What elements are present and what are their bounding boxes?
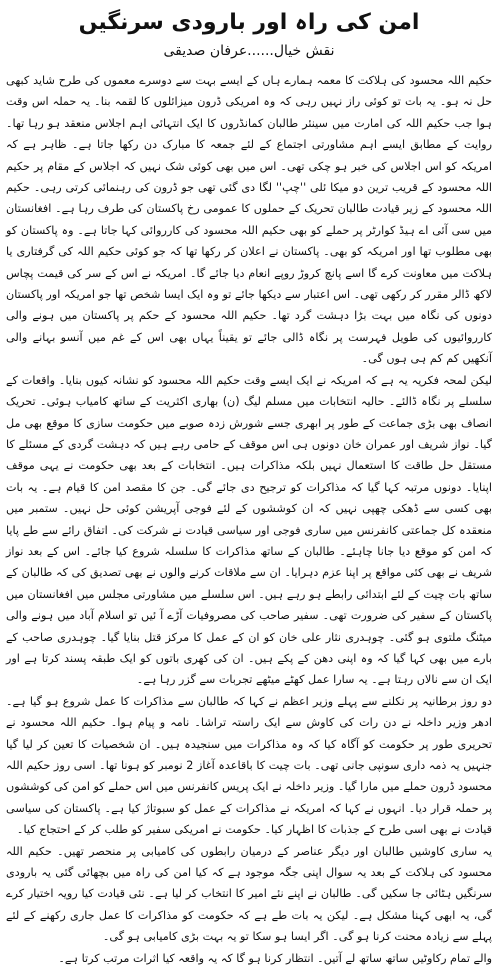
article-byline: نقش خیال......عرفان صدیقی xyxy=(163,43,335,59)
article-paragraph: والے تمام رکاوٹیں ساتھ ساتھ لے آتیں۔ انتظار کرنا ہو گا کہ یہ واقعہ کیا اثرات مرتب کرتا ہے۔ xyxy=(58,951,492,965)
article-paragraph: یہ ساری کاوشیں طالبان اور دیگر عناصر کے درمیان رابطوں کی کامیابی پر منحصر تھیں۔ حکیم اللہ محسود کی ہلاکت کے بعد یہ سوال اپنی جگہ موجود ہے کہ کیا امن کی راہ میں بچھائی گئی یہ بارودی سرنگیں ہٹائی جا سکیں گی۔ طالبان نے اپنے نئے امیر کا انتخاب کر لیا ہے۔ نئی قیادت کیا رویہ اختیار کرے گی، یہ ابھی کہنا مشکل ہے۔ لیکن یہ بات طے ہے کہ حکومت کو مذاکرات کا عمل جاری رکھنے کے لئے پہلے سے زیادہ محنت کرنا ہو گی۔ اگر ایسا ہو سکا تو یہ بہت بڑی کامیابی ہو گی۔ xyxy=(6,844,492,944)
article-headline: امن کی راہ اور بارودی سرنگیں xyxy=(78,10,420,35)
article-paragraph: حکیم اللہ محسود کی ہلاکت کا معمہ ہمارے ہاں کے ایسے بہت سے دوسرے معموں کی طرح شاید کبھی حل نہ ہو۔ یہ بات تو کوئی راز نہیں رہی کہ وہ امریکی ڈرون میزائلوں کا لقمہ بنا۔ یہ حملہ اس وقت ہوا جب حکیم اللہ کی امارت میں سینئر طالبان کمانڈروں کا ایک انتہائی اہم اجلاس منعقد ہو رہا تھا۔ روایت کے مطابق ایسے اہم مشاورتی اجتماع کے لئے جمعہ کا مبارک دن رکھا جاتا ہے۔ ظاہر ہے کہ امریکہ کو اس اجلاس کی خبر ہو چکی تھی۔ اس میں بھی کوئی شک نہیں کہ اجلاس کے مقام پر حکیم اللہ محسود کے قریب ترین دو میکا ئلی ''چپ'' لگا دی گئی تھی جو ڈرون کی رہنمائی کرتی رہی۔ حکیم اللہ محسود کے زیر قیادت طالبان تحریک کے حملوں کا عمومی رخ پاکستان کی طرف رہا ہے۔ افغانستان میں سی آئی اے ہیڈ کوارٹر پر حملے کو بھی حکیم اللہ محسود کی کارروائی کہا جاتا ہے۔ وہ پاکستان کو بھی مطلوب تھا اور امریکہ کو بھی۔ پاکستان نے اعلان کر رکھا تھا کہ جو کوئی حکیم اللہ کی گرفتاری یا ہلاکت میں معاونت کرے گا اسے پانچ کروڑ روپے انعام دیا جائے گا۔ امریکہ نے اس کے سر کی قیمت پچاس لاکھ ڈالر مقرر کر رکھی تھی۔ اس اعتبار سے دیکھا جائے تو وہ ایک ایسا شخص تھا جو امریکہ اور پاکستان دونوں کی نگاہ میں بہت بڑا دہشت گرد تھا۔ حکیم اللہ محسود کے حکم پر پاکستان میں ہونے والی کارروائیوں کی طویل فہرست پر نگاہ ڈالی جائے تو یقیناً یہاں بھی اس کے غم میں آنسو بہانے والی آنکھیں کم کم ہی ہوں گی۔ xyxy=(6,74,492,366)
article-paragraph: لیکن لمحہ فکریہ یہ ہے کہ امریکہ نے ایک ایسے وقت حکیم اللہ محسود کو نشانہ کیوں بنایا۔ واقعات کے سلسلے پر نگاہ ڈالئے۔ حالیہ انتخابات میں مسلم لیگ (ن) بھاری اکثریت کے ساتھ کامیاب ہوئی۔ تحریک انصاف بھی بڑی جماعت کے طور پر ابھری جسے شورش زدہ صوبے میں حکومت سازی کا موقع بھی مل گیا۔ نواز شریف اور عمران خان دونوں ہی اس موقف کے حامی رہے ہیں کہ دہشت گردی کے مسئلے کا مستقل حل طاقت کا استعمال نہیں بلکہ مذاکرات ہیں۔ انتخابات کے بعد بھی حکومت نے یہی موقف اپنایا۔ دونوں مرتبہ کہا گیا کہ مذاکرات کو ترجیح دی جائے گی۔ جن کا مقصد امن کا قیام ہے۔ یہ بات بھی کسی سے ڈھکی چھپی نہیں کہ ان کوششوں کے لئے فوجی آپریشن کوئی حل نہیں۔ ستمبر میں منعقدہ کل جماعتی کانفرنس میں ساری فوجی اور سیاسی قیادت نے شرکت کی۔ اتفاق رائے سے طے پایا کہ امن کو موقع دیا جانا چاہئے۔ طالبان کے ساتھ مذاکرات کا سلسلہ شروع کیا جائے۔ اس کے بعد نواز شریف نے بھی کئی مواقع پر اپنا عزم دہرایا۔ ان سے ملاقات کرنے والوں نے بھی تصدیق کی کہ طالبان کے ساتھ بات چیت کے لئے ابتدائی رابطے ہو رہے ہیں۔ اس سلسلے میں مشاورتی مجلس میں افغانستان میں پاکستان کے سفیر کی ضرورت تھی۔ سفیر صاحب کی مصروفیات آڑے آ ئیں تو اسلام آباد میں ہونے والی میٹنگ ملتوی ہو گئی۔ چوہدری نثار علی خان کو ان کے عمل کا مرکز قتل بنایا گیا۔ چوہدری صاحب کے بارے میں بھی کہا گیا کہ وہ اپنی دھن کے پکے ہیں۔ ان کی کھری باتوں کو ایک طبقہ پسند کرتا ہے اور ایک ان سے نالاں رہتا ہے۔ یہ سارا عمل کھٹے میٹھے تجربات سے گزر رہا ہے۔ xyxy=(6,373,492,687)
article-paragraph: دو روز برطانیہ پر نکلنے سے پہلے وزیر اعظم نے کہا کہ طالبان سے مذاکرات کا عمل شروع ہو گیا ہے۔ ادھر وزیر داخلہ نے دن رات کی کاوش سے ایک راستہ تراشا۔ نامہ و پیام ہوا۔ حکیم اللہ محسود نے تحریری طور پر حکومت کو آگاہ کیا کہ وہ مذاکرات میں سنجیدہ ہیں۔ ان شخصیات کا تعین کر لیا گیا جنہیں یہ ذمہ داری سونپی جانی تھی۔ بات چیت کا باقاعدہ آغاز 2 نومبر کو ہونا تھا۔ اسی روز حکیم اللہ محسود ڈرون حملے میں مارا گیا۔ وزیر داخلہ نے ایک پریس کانفرنس میں اس حملے کو امن کی کوششوں پر حملہ قرار دیا۔ انہوں نے کہا کہ امریکہ نے مذاکرات کے عمل کو سبوتاژ کیا ہے۔ پاکستان کی سیاسی قیادت نے بھی اسی طرح کے جذبات کا اظہار کیا۔ حکومت نے امریکی سفیر کو طلب کر کے احتجاج کیا۔ xyxy=(6,694,492,837)
article-body xyxy=(6,70,492,969)
